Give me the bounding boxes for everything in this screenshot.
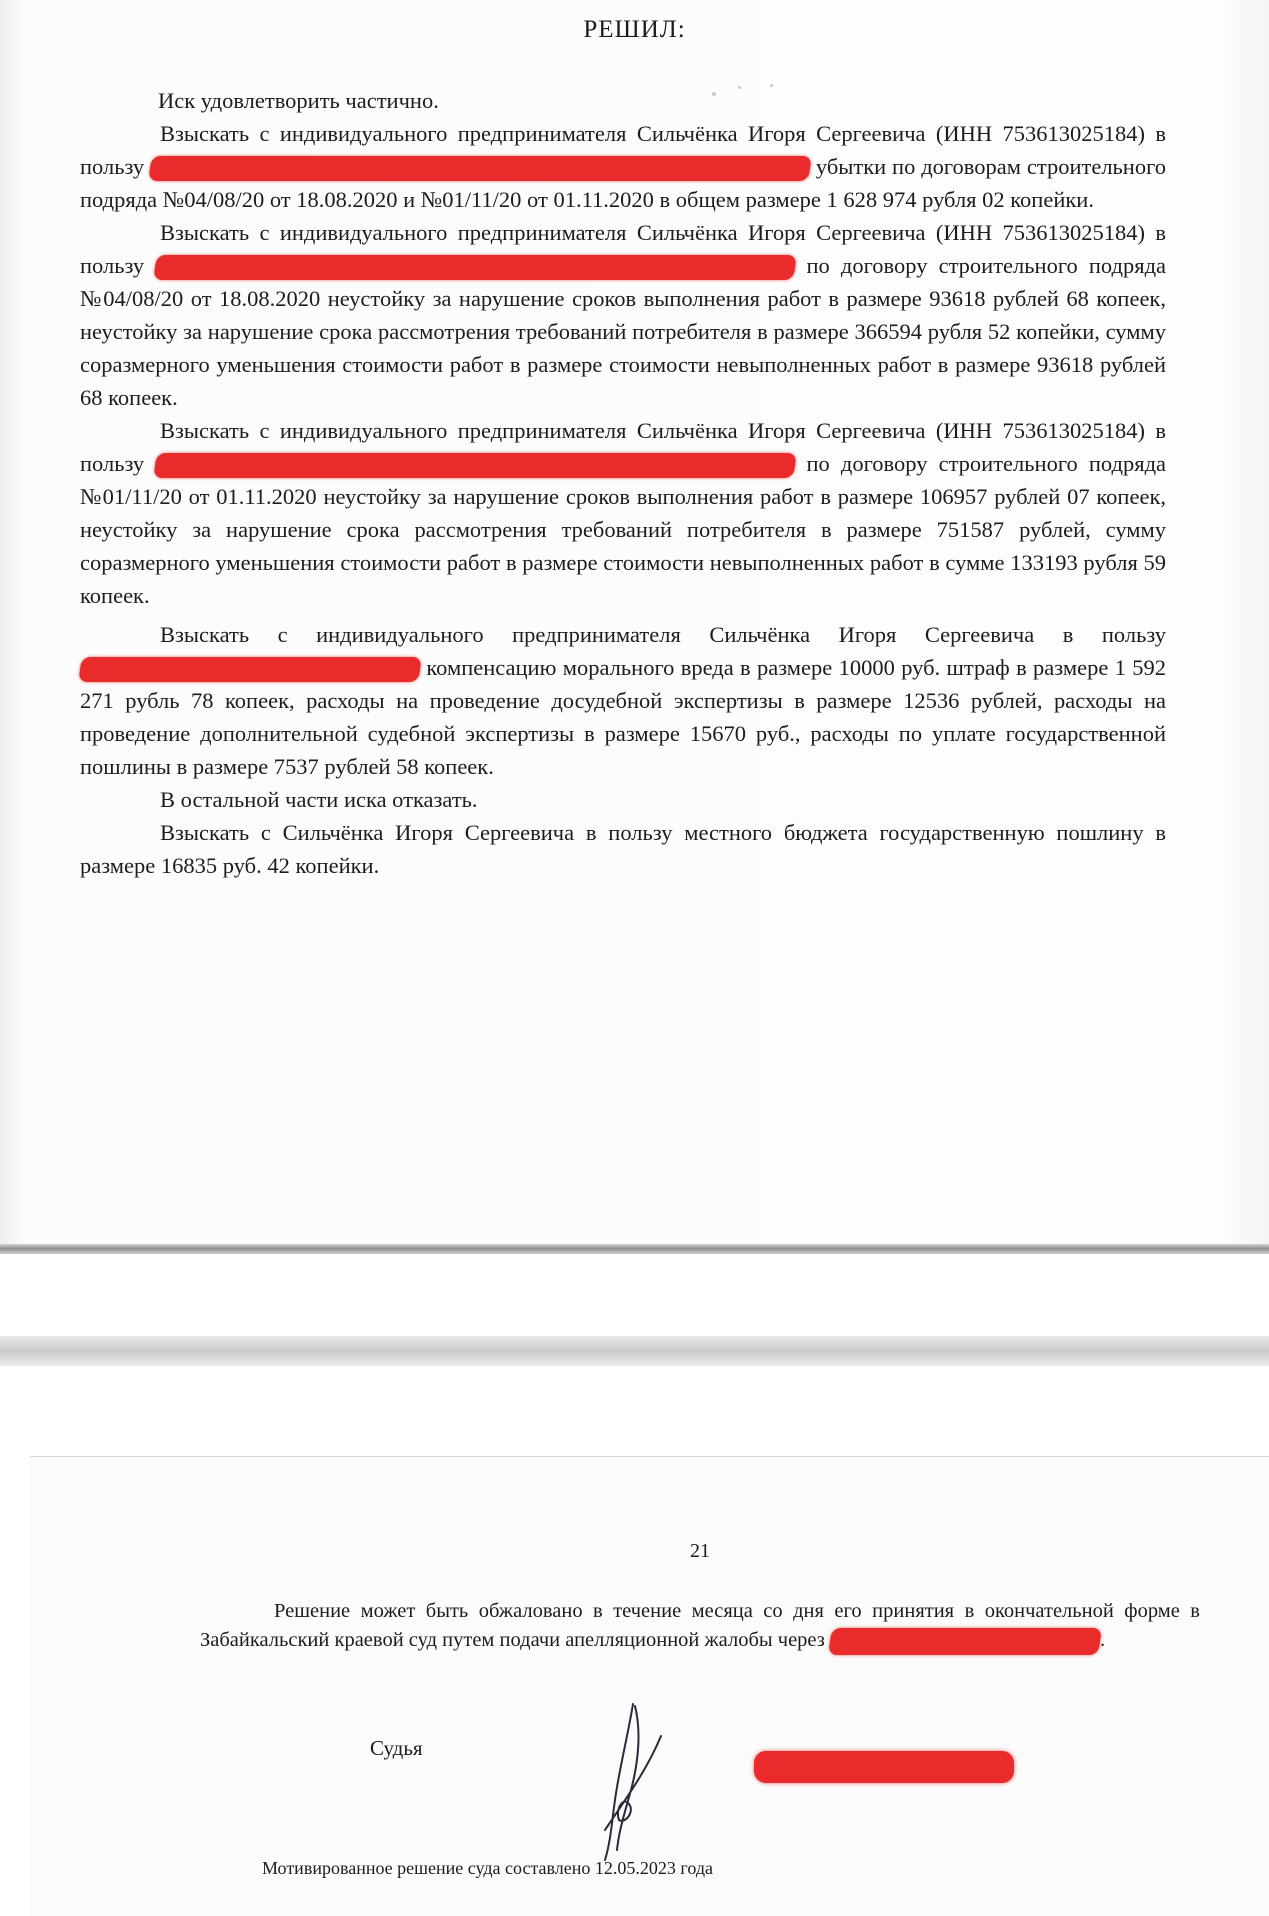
redaction-mark <box>154 453 798 478</box>
redaction-mark <box>154 255 798 280</box>
judge-signature <box>575 1700 685 1865</box>
paragraph-text: Взыскать с индивидуального предпринимателя Сильчёнка Игоря Сергеевича (ИНН 753613025184) в пользу <box>80 418 1166 476</box>
paragraph-text: по договору строительного подряда №01/11/20 от 01.11.2020 неустойку за нарушение сроков выполнения работ в размере 106957 рублей 07 копеек, неустойку за нарушение срока рассмотрения требований потребителя в размере 751587 рублей, сумму соразмерного уменьшения стоимости работ в размере стоимости невыполненных работ в сумме 133193 рубля 59 копеек. <box>80 451 1167 608</box>
appeal-text: Решение может быть обжаловано в течение месяца со дня его принятия в окончательной форме в Забайкальский краевой суд путем подачи апелляционной жалобы через <box>200 1600 1200 1651</box>
paragraph-text: Взыскать с индивидуального предпринимателя Сильчёнка Игоря Сергеевича в пользу <box>160 622 1166 647</box>
redaction-mark <box>148 156 812 181</box>
paragraph-compensation <box>80 618 1166 783</box>
paragraph-text: Взыскать с индивидуального предпринимателя Сильчёнка Игоря Сергеевича (ИНН 753613025184) в пользу <box>80 220 1166 278</box>
paragraph-contract-1-penalty <box>80 216 1166 414</box>
judge-name-redaction <box>754 1751 1014 1783</box>
screenshot-divider <box>0 1336 1269 1366</box>
judge-label: Судья <box>370 1736 423 1760</box>
page-number: 21 <box>690 1540 710 1562</box>
paragraph-text: Взыскать с индивидуального предпринимателя Сильчёнка Игоря Сергеевича (ИНН 753613025184) в пользу <box>80 121 1166 179</box>
reasoned-decision-note: Мотивированное решение суда составлено 12.05.2023 года <box>262 1858 713 1878</box>
paragraph-text: убытки по договорам строительного подряда №04/08/20 от 18.08.2020 и №01/11/20 от 01.11.2020 в общем размере 1 628 974 рубля 02 копейки. <box>80 154 1167 212</box>
appeal-paragraph <box>200 1597 1200 1655</box>
paragraph-state-duty: Взыскать с Сильчёнка Игоря Сергеевича в пользу местного бюджета государственную пошлину в размере 16835 руб. 42 копейки. <box>80 820 1166 878</box>
paragraph-contract-2-penalty <box>80 414 1166 612</box>
appeal-notice <box>200 1597 1200 1655</box>
redaction-mark <box>78 657 422 682</box>
paragraph-losses <box>80 117 1166 216</box>
decision-body <box>80 84 1166 882</box>
decision-title: РЕШИЛ: <box>583 16 686 43</box>
redaction-mark <box>828 1628 1102 1655</box>
paragraph-rejection: В остальной части иска отказать. <box>160 787 478 812</box>
page-edge <box>0 1244 1269 1254</box>
appeal-end: . <box>1100 1629 1106 1651</box>
paragraph-text: компенсацию морального вреда в размере 10000 руб. штраф в размере 1 592 271 рубль 78 копеек, расходы на проведение досудебной экспертизы в размере 12536 рублей, расходы на проведение дополнительной судебной экспертизы в размере 15670 руб., расходы по уплате государственной пошлины в размере 7537 рублей 58 копеек. <box>80 655 1167 779</box>
paragraph-partial-claim: Иск удовлетворить частично. <box>158 88 439 113</box>
paragraph-text: по договору строительного подряда №04/08/20 от 18.08.2020 неустойку за нарушение сроков выполнения работ в размере 93618 рублей 68 копеек, неустойку за нарушение срока рассмотрения требований потребителя в размере 366594 рубля 52 копейки, сумму соразмерного уменьшения стоимости работ в размере стоимости невыполненных работ в размере 93618 рублей 68 копеек. <box>80 253 1167 410</box>
